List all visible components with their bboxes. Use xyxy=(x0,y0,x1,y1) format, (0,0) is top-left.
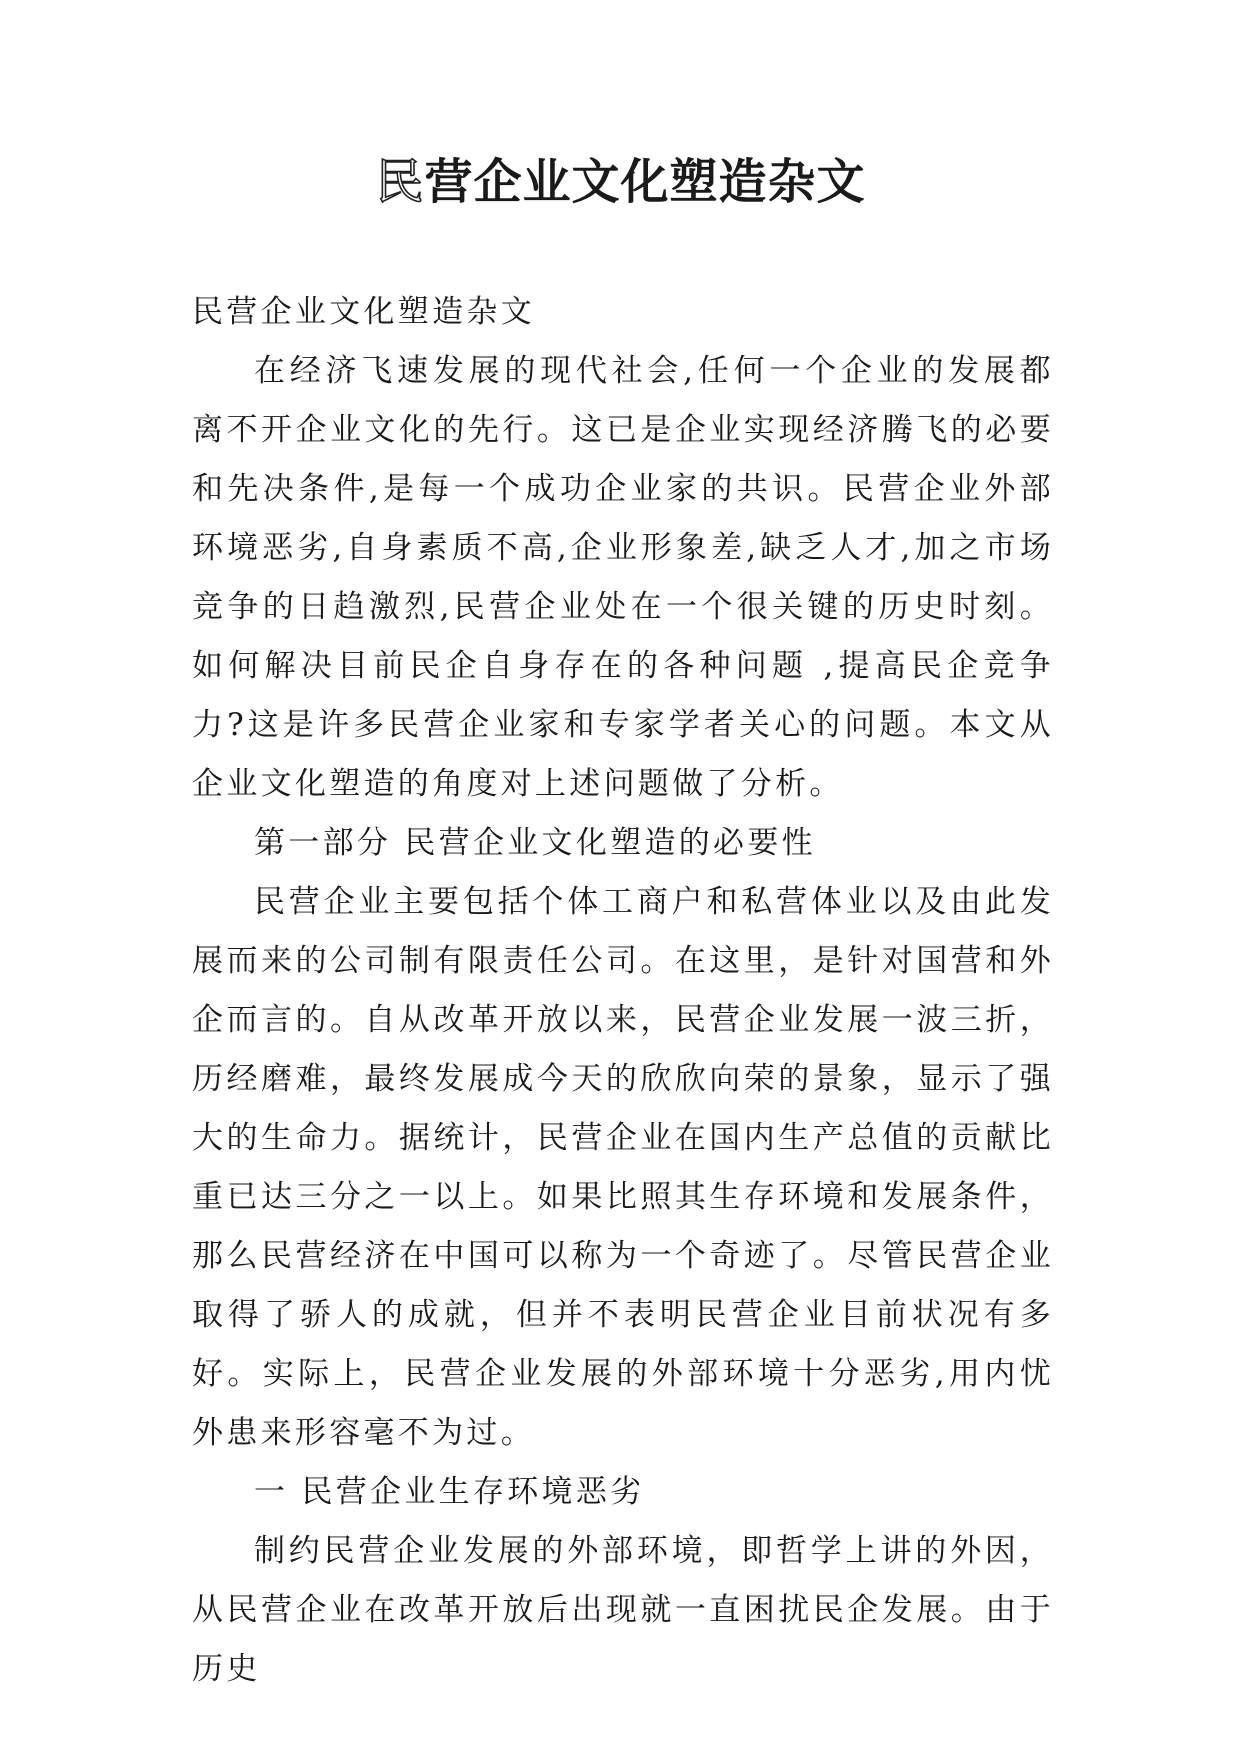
body-paragraph-external-environment: 制约民营企业发展的外部环境，即哲学上讲的外因，从民营企业在改革开放后出现就一直困扰民企发展。由于历史 xyxy=(192,1533,1054,1687)
body-paragraph-intro: 在经济飞速发展的现代社会,任何一个企业的发展都离不开企业文化的先行。这已是企业实现经济腾飞的必要和先决条件,是每一个成功企业家的共识。民营企业外部环境恶劣,自身素质不高,企业形象差,缺乏人才,加之市场竞争的日趋激烈,民营企业处在一个很关键的历史时刻。如何解决目前民企自身存在的各种问题 ,提高民企竞争力?这是许多民营企业家和专家学者关心的问题。本文从企业文化塑造的角度对上述问题做了分析。 xyxy=(192,353,1054,802)
document-body xyxy=(192,283,1054,1699)
section-heading-part-one: 第一部分 民营企业文化塑造的必要性 xyxy=(254,825,816,861)
document-title xyxy=(0,150,1241,214)
title-text: 营企业文化塑造杂文 xyxy=(424,154,866,210)
section-heading-environment: 一 民营企业生存环境恶劣 xyxy=(254,1474,645,1510)
title-first-char: 民 xyxy=(375,154,425,210)
body-paragraph-definition: 民营企业主要包括个体工商户和私营体业以及由此发展而来的公司制有限责任公司。在这里，是针对国营和外企而言的。自从改革开放以来，民营企业发展一波三折，历经磨难，最终发展成今天的欣欣向荣的景象，显示了强大的生命力。据统计，民营企业在国内生产总值的贡献比重已达三分之一以上。如果比照其生存环境和发展条件，那么民营经济在中国可以称为一个奇迹了。尽管民营企业取得了骄人的成就，但并不表明民营企业目前状况有多好。实际上，民营企业发展的外部环境十分恶劣,用内忧外患来形容毫不为过。 xyxy=(192,884,1054,1451)
body-paragraph-subtitle: 民营企业文化塑造杂文 xyxy=(192,294,535,330)
